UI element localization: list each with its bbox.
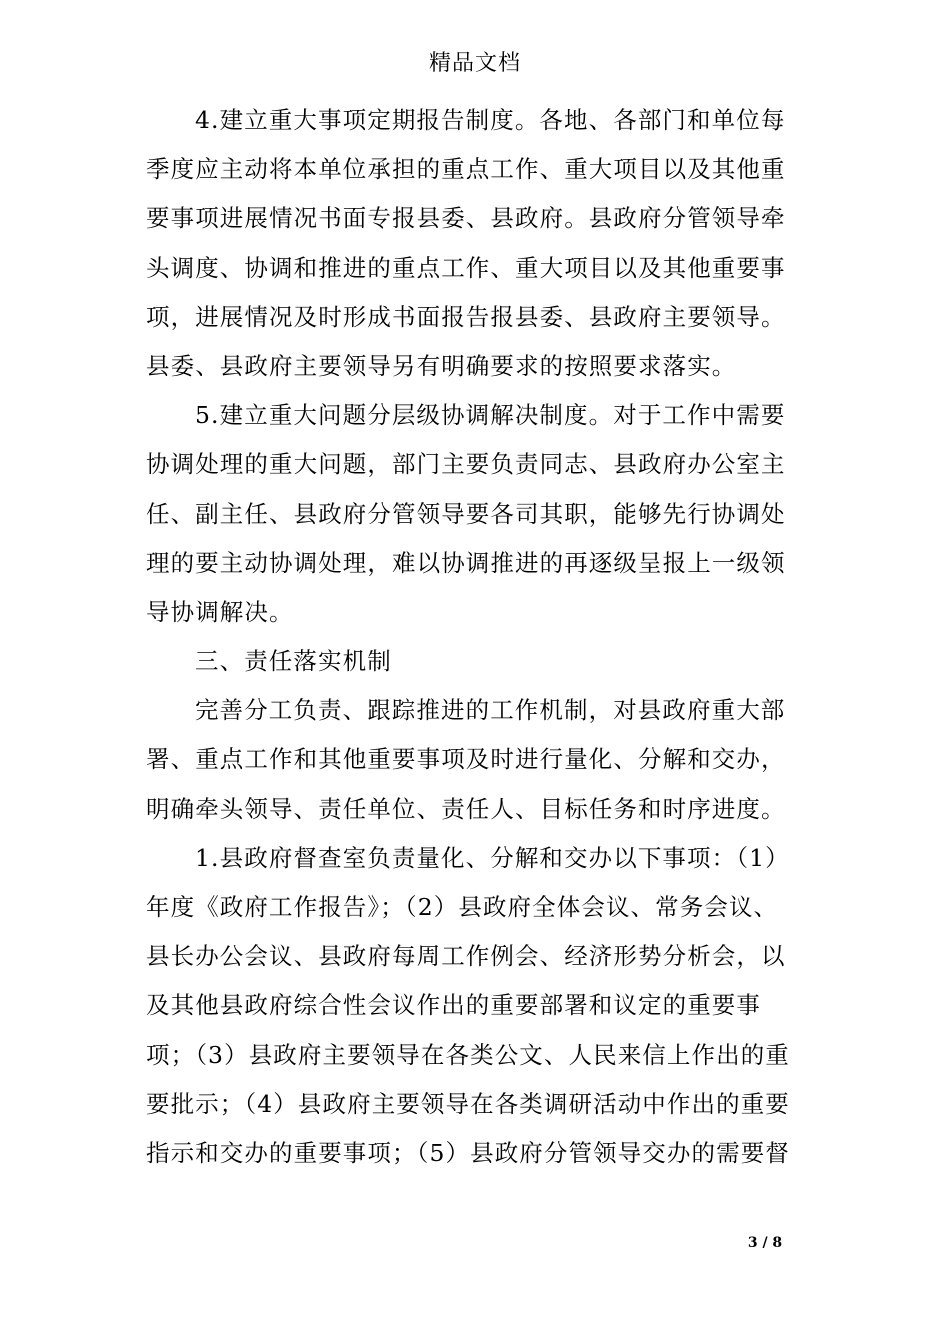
text-line: 县委、县政府主要领导另有明确要求的按照要求落实。 [146, 351, 737, 380]
text-line: 4.建立重大事项定期报告制度。各地、各部门和单位每 [195, 106, 786, 134]
text-line: 署、重点工作和其他重要事项及时进行量化、分解和交办， [146, 745, 786, 774]
text-line: 头调度、协调和推进的重点工作、重大项目以及其他重要事 [146, 253, 786, 282]
text-line: 理的要主动协调处理，难以协调推进的再逐级呈报上一级领 [146, 548, 786, 577]
text-line: 5.建立重大问题分层级协调解决制度。对于工作中需要 [195, 401, 786, 430]
text-line: 明确牵头领导、责任单位、责任人、目标任务和时序进度。 [146, 794, 786, 823]
page-header: 精品文档 [428, 51, 521, 76]
text-line: 要事项进展情况书面专报县委、县政府。县政府分管领导牵 [146, 204, 786, 233]
text-line: 县长办公会议、县政府每周工作例会、经济形势分析会，以 [146, 942, 786, 971]
text-line: 要批示；（4）县政府主要领导在各类调研活动中作出的重要 [146, 1089, 790, 1118]
text-line: 完善分工负责、跟踪推进的工作机制，对县政府重大部 [195, 696, 786, 725]
text-line: 指示和交办的重要事项；（5）县政府分管领导交办的需要督 [146, 1138, 790, 1167]
page-number: 3 / 8 [747, 1235, 783, 1251]
text-line: 季度应主动将本单位承担的重点工作、重大项目以及其他重 [146, 155, 786, 184]
text-line: 协调处理的重大问题，部门主要负责同志、县政府办公室主 [146, 450, 786, 479]
text-line: 任、副主任、县政府分管领导要各司其职，能够先行协调处 [146, 499, 786, 528]
document-body [146, 96, 811, 1178]
section-heading: 三、责任落实机制 [195, 647, 392, 676]
text-line: 年度《政府工作报告》；（2）县政府全体会议、常务会议、 [146, 893, 779, 921]
text-line: 及其他县政府综合性会议作出的重要部署和议定的重要事 [146, 991, 761, 1020]
text-line: 项；（3）县政府主要领导在各类公文、人民来信上作出的重 [146, 1040, 790, 1069]
text-line: 项，进展情况及时形成书面报告报县委、县政府主要领导。 [146, 302, 786, 331]
text-line: 1.县政府督查室负责量化、分解和交办以下事项：（1） [195, 843, 790, 872]
text-line: 导协调解决。 [146, 597, 294, 626]
